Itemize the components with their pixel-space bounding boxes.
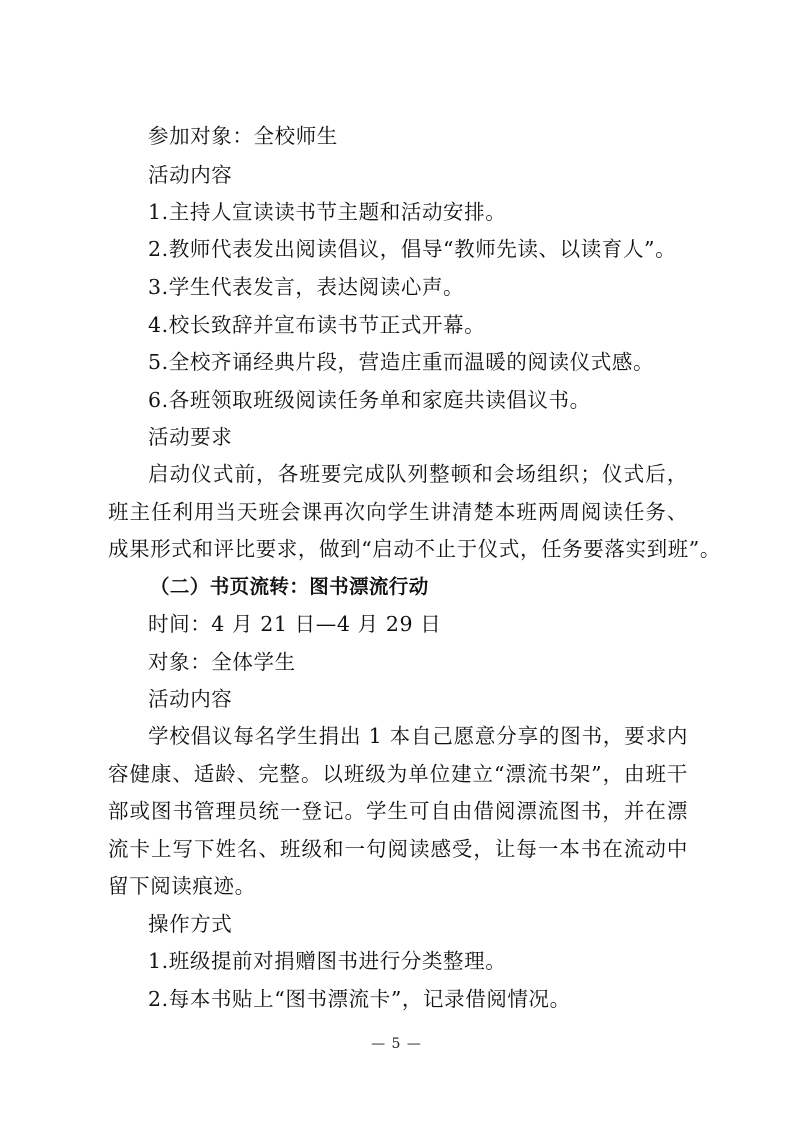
list-item: 4.校长致辞并宣布读书节正式开幕。 <box>148 313 486 337</box>
page-number: — 5 — <box>371 1036 422 1052</box>
participants-line: 参加对象：全校师生 <box>148 124 338 148</box>
section-label-activity-content: 活动内容 <box>148 163 233 187</box>
section-label-operation-method: 操作方式 <box>148 912 233 936</box>
section-label-activity-requirements: 活动要求 <box>148 425 233 449</box>
list-item: 2.教师代表发出阅读倡议，倡导“教师先读、以读育人”。 <box>148 237 677 261</box>
audience-line: 对象：全体学生 <box>148 650 296 674</box>
paragraph-line: 学校倡议每名学生捐出 1 本自己愿意分享的图书，要求内 <box>148 724 688 748</box>
section-label-activity-content: 活动内容 <box>148 687 233 711</box>
section-heading: （二）书页流转：图书漂流行动 <box>150 575 429 598</box>
list-item: 3.学生代表发言，表达阅读心声。 <box>148 275 465 299</box>
list-item: 5.全校齐诵经典片段，营造庄重而温暖的阅读仪式感。 <box>148 350 655 374</box>
paragraph-line: 容健康、适龄、完整。以班级为单位建立“漂流书架”，由班干 <box>108 762 688 786</box>
paragraph-line: 班主任利用当天班会课再次向学生讲清楚本班两周阅读任务、 <box>108 500 688 524</box>
paragraph-line: 留下阅读痕迹。 <box>108 874 256 898</box>
list-item: 6.各班领取班级阅读任务单和家庭共读倡议书。 <box>148 388 591 412</box>
paragraph-line: 启动仪式前，各班要完成队列整顿和会场组织；仪式后， <box>148 462 688 486</box>
list-item: 2.每本书贴上“图书漂流卡”，记录借阅情况。 <box>148 987 571 1011</box>
paragraph-line: 流卡上写下姓名、班级和一句阅读感受，让每一本书在流动中 <box>108 837 688 861</box>
time-line: 时间：4 月 21 日—4 月 29 日 <box>148 612 442 636</box>
list-item: 1.班级提前对捐赠图书进行分类整理。 <box>148 949 507 973</box>
paragraph-line: 部或图书管理员统一登记。学生可自由借阅漂流图书，并在漂 <box>108 799 688 823</box>
paragraph-line: 成果形式和评比要求，做到“启动不止于仪式，任务要落实到班”。 <box>108 537 721 561</box>
list-item: 1.主持人宣读读书节主题和活动安排。 <box>148 200 507 224</box>
